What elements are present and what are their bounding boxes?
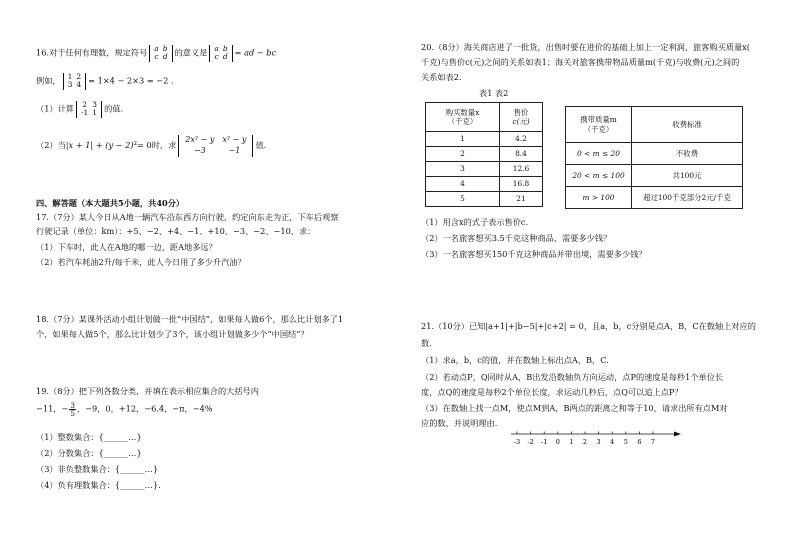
q16-det-symbol	[149, 45, 172, 62]
table-cell: 21	[500, 192, 543, 207]
q21-part3-line2: 应的数，并说明理由.	[421, 418, 498, 428]
table-1-header-price	[500, 103, 543, 132]
table-cell: 1	[426, 132, 500, 147]
det2-a: a	[214, 44, 219, 53]
number-line-tick-label: 7	[650, 438, 656, 446]
number-line-arrow	[674, 432, 681, 437]
q16-part1-det	[76, 101, 102, 118]
table-cell: 4	[426, 177, 500, 192]
p2-det-b: x² − y	[222, 135, 247, 144]
p1-det-c: -1	[80, 108, 89, 118]
table-cell: 超过100千克部分2元/千克	[632, 187, 743, 209]
table-cell: 20 < m ≤ 100	[566, 165, 632, 187]
right-column	[421, 0, 761, 549]
q17-line1: 17.（7分）某人今日从A地一辆汽车沿东西方向行驶，约定向东走为正，下车后观察	[36, 212, 339, 222]
q16-stem-text-a: 16.对于任何有理数，规定符号	[36, 47, 148, 58]
q16-part2-condition-end: = 0时，求	[137, 139, 177, 150]
table-row	[426, 177, 543, 192]
q16-det-symbol-2	[209, 45, 232, 62]
table-2-header-fee: 收费标准	[632, 107, 743, 143]
q19-fraction-num: 3	[70, 401, 75, 410]
table-cell: 8.4	[500, 147, 543, 162]
det2-c: c	[214, 52, 219, 62]
q19-part3: （3）非负整数集合：{______…}	[36, 464, 159, 474]
number-line-tick-label: 4	[610, 438, 615, 446]
det-a: a	[154, 44, 159, 53]
t1-h2-a: 售价	[513, 107, 529, 117]
t1-h1-b: （千克）	[447, 117, 478, 126]
number-line-tick-label: 0	[555, 438, 560, 446]
table-2	[565, 106, 743, 209]
number-line-tick-label: -1	[541, 438, 548, 446]
q16-definition-formula: = ad − bc	[234, 47, 277, 58]
table-1-header-row	[426, 103, 543, 132]
table-cell: 3	[426, 162, 500, 177]
q20-line1: 20.（8分）海关商店进了一批货，出售时要在进价的基础上加上一定利润，旅客购买质量x(	[421, 42, 750, 52]
q19-part2: （2）分数集合：{______…}	[36, 448, 142, 458]
q18-line2: 个，如果每人做5个，那么比计划少了3个，该小组计划做多少个“中国结”？	[36, 329, 309, 339]
q21-part2-line2: 度，点Q的速度是每秒2个单位长度，求运动几秒后，点Q可以追上点P？	[421, 387, 683, 397]
q20-line3: 关系如表2.	[421, 72, 462, 82]
number-line-tick-label: 2	[582, 438, 588, 446]
q16-part1-suffix: 的值.	[104, 103, 124, 114]
det2-d: d	[222, 52, 228, 62]
ex-det-a: 1	[67, 72, 73, 81]
q20-part1: （1）用含x的式子表示售价c.	[421, 217, 529, 227]
table-row	[566, 187, 743, 209]
q19-numbers: −11，− $\frac{3}{5}$ ，−9，0，+12，−6.4，−π，−4%	[36, 401, 213, 419]
q16-example-result: = 1×4 − 2×3 = −2 .	[88, 75, 174, 86]
table-cell: 5	[426, 192, 500, 207]
q17-line2: 行驶记录（单位：km）：+5、−2、+4、−1、+10、−3、−2、−10、求：	[36, 226, 316, 236]
q19-numbers-a: −11，	[36, 403, 62, 414]
q19-fraction	[69, 402, 76, 417]
q19-part4: （4）负有理数集合：{______…}.	[36, 480, 161, 490]
t2-h1-b: （千克）	[583, 124, 614, 134]
table-row	[566, 143, 743, 165]
table-row	[426, 132, 543, 147]
number-line-tick-label: -2	[527, 438, 534, 446]
q21-part1: （1）求a，b，c的值，并在数轴上标出点A，B，C.	[421, 355, 609, 365]
number-line-tick-label: -3	[513, 438, 521, 446]
table-row	[426, 192, 543, 207]
p1-det-b: 3	[92, 100, 98, 109]
q19-fraction-den: 5	[70, 409, 75, 419]
q17-part2: （2）若汽车耗油2升/每千米，此人今日用了多少升汽油？	[36, 257, 246, 267]
table-2-header-row	[566, 107, 743, 143]
t1-h1-a: 购买数量x	[445, 107, 480, 117]
number-line	[511, 427, 681, 449]
table-cell: m > 100	[566, 187, 632, 209]
q21-line1: 21.（10分）已知|a+1|+|b−5|+|c+2| = 0，且a，b，c分别是点A，B，C在数轴上对应的	[421, 321, 756, 331]
ex-det-d: 4	[76, 80, 82, 90]
q21-part3-line1: （3）在数轴上找一点M，使点M到A，B两点的距离之和等于10，请求出所有点M对	[421, 403, 728, 413]
table-cell: 0 < m ≤ 20	[566, 143, 632, 165]
left-column	[36, 0, 386, 549]
q16-part2-prefix: （2）当	[36, 139, 66, 150]
number-line-tick-label: 1	[569, 438, 574, 446]
table-cell: 4.2	[500, 132, 543, 147]
q16-part2-condition: |x + 1| + (y − 2)	[65, 139, 134, 150]
q16-example-det	[63, 73, 87, 90]
det-d: d	[162, 52, 168, 62]
table-cell: 16.8	[500, 177, 543, 192]
p2-det-a: 2x² − y	[185, 135, 215, 144]
q16-part1-prefix: （1）计算	[36, 103, 74, 114]
det-b: b	[162, 44, 168, 53]
q16-part2-exponent: 2	[133, 140, 138, 147]
q19-part1: （1）整数集合：{______…}	[36, 432, 142, 442]
p1-det-d: 1	[92, 108, 98, 118]
table-1-header-quantity	[426, 103, 500, 132]
q16-part2-suffix: 值.	[255, 139, 267, 150]
table-caption: 表1 表2	[479, 88, 509, 98]
p2-det-c: −3	[193, 145, 206, 155]
p2-det-d: −1	[228, 145, 241, 155]
number-line-tick-label: 5	[623, 438, 628, 446]
q16-part2-det	[178, 135, 253, 157]
t1-h2-b: c(元)	[512, 117, 530, 126]
p1-det-a: 2	[82, 100, 88, 109]
ex-det-c: 3	[67, 80, 73, 90]
det-c: c	[154, 52, 159, 62]
t2-h1-a: 携带质量m	[580, 114, 617, 124]
table-1	[425, 102, 543, 207]
table-cell: 12.6	[500, 162, 543, 177]
q18-line1: 18.（7分）某课外活动小组计划做一批“中国结”，如果每人做6个，那么比计划多了1	[36, 314, 344, 324]
table-cell: 不收费	[632, 143, 743, 165]
number-line-tick-label: 6	[637, 438, 642, 446]
q16-stem	[36, 45, 276, 62]
ex-det-b: 2	[76, 72, 82, 81]
q16-part2	[36, 135, 266, 157]
table-cell: 共100元	[632, 165, 743, 187]
table-row	[566, 165, 743, 187]
q16-example	[36, 73, 174, 90]
q16-part1	[36, 101, 123, 118]
q20-part3: （3）一名旅客想买150千克这种商品并带出境，需要多少钱？	[421, 249, 647, 259]
table-2-header-mass	[566, 107, 632, 143]
q17-part1: （1）下车时，此人在A地的哪一边，距A地多远？	[36, 242, 217, 252]
q20-part2: （2）一名旅客想买3.5千克这种商品，需要多少钱？	[421, 233, 612, 243]
q16-stem-text-b: 的意义是	[174, 47, 208, 58]
table-row	[426, 147, 543, 162]
q21-line2: 数.	[421, 338, 432, 348]
section-heading: 四、解答题（本大题共5小题，共40分）	[36, 198, 185, 208]
det2-b: b	[222, 44, 228, 53]
q20-line2: 千克)与售价c(元)之间的关系如表1；海关对旅客携带物品质量m(千克)与收费(元)之间的	[421, 57, 740, 67]
table-cell: 2	[426, 147, 500, 162]
table-row	[426, 162, 543, 177]
q19-line1: 19.（8分）把下列各数分类，并填在表示相应集合的大括号内	[36, 386, 259, 396]
q21-part2-line1: （2）若动点P，Q同时从A，B出发沿数轴负方向运动，点P的速度是每秒1个单位长	[421, 372, 724, 382]
q16-example-prefix: 例如，	[36, 75, 61, 86]
q19-numbers-b: ，−9，0，+12，−6.4，−π，−4%	[76, 403, 213, 414]
number-line-tick-label: 3	[596, 438, 601, 446]
